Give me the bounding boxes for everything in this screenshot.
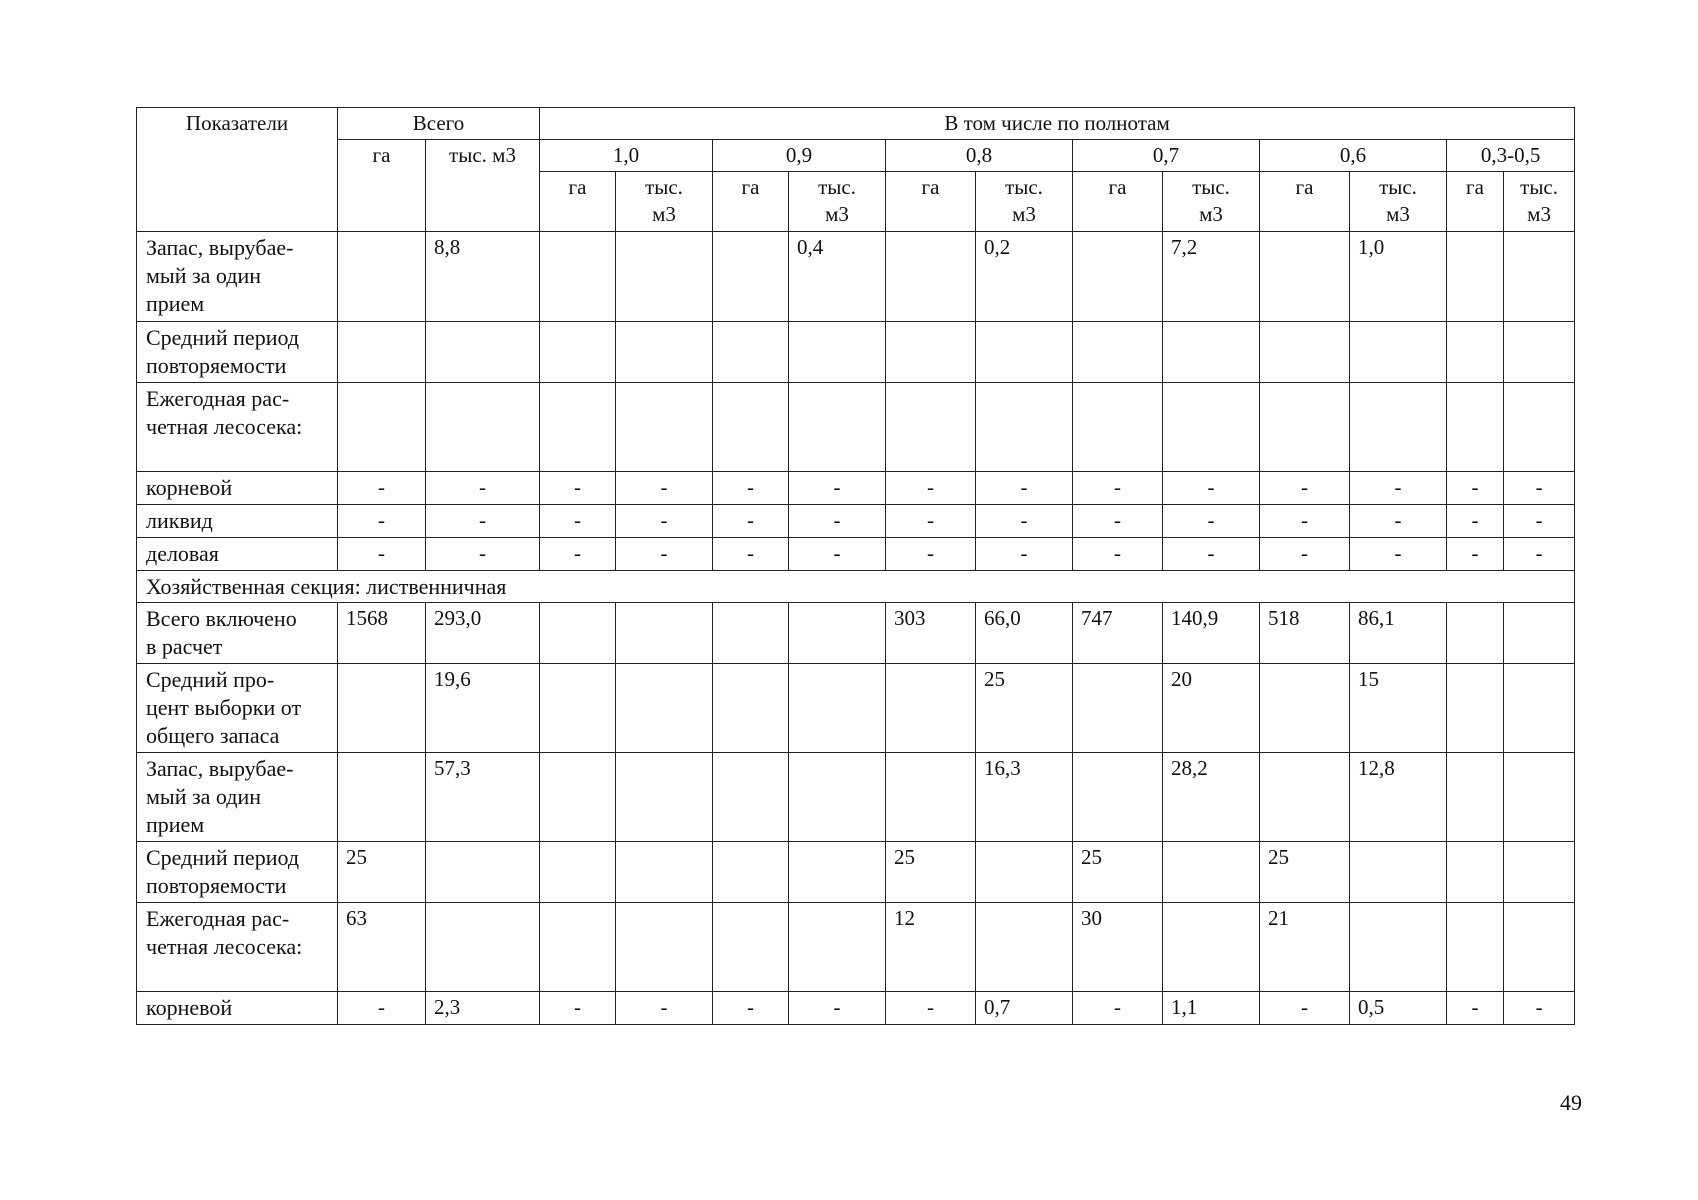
table-cell bbox=[1504, 664, 1575, 753]
table-cell bbox=[616, 903, 713, 992]
table-cell bbox=[616, 664, 713, 753]
table-cell bbox=[976, 322, 1073, 383]
table-cell bbox=[1447, 903, 1504, 992]
table-cell: - bbox=[976, 505, 1073, 538]
table-cell: - bbox=[426, 538, 540, 571]
table-cell bbox=[540, 322, 616, 383]
table-cell: - bbox=[1163, 505, 1260, 538]
table-cell bbox=[1163, 383, 1260, 472]
table-cell bbox=[789, 664, 886, 753]
table-cell: 25 bbox=[1073, 842, 1163, 903]
table-cell bbox=[540, 232, 616, 322]
table-cell bbox=[713, 383, 789, 472]
table-cell bbox=[1447, 664, 1504, 753]
table-cell bbox=[713, 903, 789, 992]
table-cell: - bbox=[789, 505, 886, 538]
table-row bbox=[137, 505, 1575, 538]
row-label: корневой bbox=[137, 472, 338, 505]
table-cell bbox=[338, 232, 426, 322]
table-cell bbox=[616, 322, 713, 383]
table-row bbox=[137, 603, 1575, 664]
table-cell bbox=[976, 903, 1073, 992]
table-cell: - bbox=[616, 472, 713, 505]
table-cell: - bbox=[1260, 472, 1350, 505]
table-cell: 16,3 bbox=[976, 753, 1073, 842]
table-cell bbox=[616, 383, 713, 472]
table-cell bbox=[540, 603, 616, 664]
table-cell: 140,9 bbox=[1163, 603, 1260, 664]
header-volume: тыс. м3 bbox=[1163, 172, 1260, 232]
table-cell: 19,6 bbox=[426, 664, 540, 753]
table-cell bbox=[1504, 603, 1575, 664]
table-cell: - bbox=[1504, 472, 1575, 505]
row-label: Ежегодная рас- четная лесосека: bbox=[137, 383, 338, 472]
table-cell bbox=[886, 232, 976, 322]
table-cell: - bbox=[540, 992, 616, 1025]
table-cell bbox=[616, 842, 713, 903]
row-label: деловая bbox=[137, 538, 338, 571]
header-volume: тыс. м3 bbox=[1504, 172, 1575, 232]
table-cell: - bbox=[1350, 538, 1447, 571]
table-cell bbox=[1073, 753, 1163, 842]
table-cell bbox=[1260, 232, 1350, 322]
table-cell: 25 bbox=[976, 664, 1073, 753]
table-cell: - bbox=[1260, 505, 1350, 538]
table-cell bbox=[426, 383, 540, 472]
header-total-volume: тыс. м3 bbox=[426, 140, 540, 232]
table-row bbox=[137, 903, 1575, 992]
table-cell: - bbox=[1260, 538, 1350, 571]
table-cell bbox=[976, 383, 1073, 472]
forest-calc-table bbox=[136, 107, 1575, 1025]
table-cell bbox=[1260, 753, 1350, 842]
table-cell bbox=[540, 753, 616, 842]
table-cell bbox=[1260, 322, 1350, 383]
table-cell: 1,0 bbox=[1350, 232, 1447, 322]
header-volume: тыс. м3 bbox=[789, 172, 886, 232]
table-cell: 0,4 bbox=[789, 232, 886, 322]
table-cell: 66,0 bbox=[976, 603, 1073, 664]
header-density-0-8: 0,8 bbox=[886, 140, 1073, 172]
table-cell bbox=[1447, 603, 1504, 664]
table-cell: - bbox=[1504, 505, 1575, 538]
table-cell: 2,3 bbox=[426, 992, 540, 1025]
table-cell: - bbox=[616, 538, 713, 571]
table-cell: 0,7 bbox=[976, 992, 1073, 1025]
table-cell: - bbox=[976, 538, 1073, 571]
table-cell: - bbox=[616, 992, 713, 1025]
table-cell: - bbox=[616, 505, 713, 538]
row-label: Ежегодная рас- четная лесосека: bbox=[137, 903, 338, 992]
table-cell: 12,8 bbox=[1350, 753, 1447, 842]
table-cell bbox=[713, 664, 789, 753]
table-cell bbox=[1350, 383, 1447, 472]
table-cell bbox=[540, 903, 616, 992]
table-cell: 12 bbox=[886, 903, 976, 992]
header-density-0-9: 0,9 bbox=[713, 140, 886, 172]
table-cell: - bbox=[1447, 538, 1504, 571]
table-cell: - bbox=[713, 505, 789, 538]
header-total: Всего bbox=[338, 108, 540, 140]
table-cell: - bbox=[1447, 472, 1504, 505]
table-cell bbox=[976, 842, 1073, 903]
header-density-1-0: 1,0 bbox=[540, 140, 713, 172]
header-ha: га bbox=[1073, 172, 1163, 232]
table-cell: - bbox=[1163, 538, 1260, 571]
table-row bbox=[137, 992, 1575, 1025]
row-label: Средний про- цент выборки от общего запаса bbox=[137, 664, 338, 753]
table-cell: - bbox=[976, 472, 1073, 505]
table-cell: - bbox=[789, 472, 886, 505]
header-indicators: Показатели bbox=[137, 108, 338, 232]
table-cell: 303 bbox=[886, 603, 976, 664]
table-cell: 25 bbox=[886, 842, 976, 903]
table-cell: 15 bbox=[1350, 664, 1447, 753]
row-label: Запас, вырубае- мый за один прием bbox=[137, 232, 338, 322]
table-cell bbox=[1163, 903, 1260, 992]
table-cell bbox=[540, 664, 616, 753]
table-cell: - bbox=[713, 472, 789, 505]
table-cell bbox=[540, 383, 616, 472]
section-row bbox=[137, 571, 1575, 603]
table-row bbox=[137, 383, 1575, 472]
table-cell bbox=[338, 383, 426, 472]
table-cell bbox=[1163, 842, 1260, 903]
table-cell: 28,2 bbox=[1163, 753, 1260, 842]
table-cell bbox=[1504, 753, 1575, 842]
table-cell: 57,3 bbox=[426, 753, 540, 842]
table-cell bbox=[1260, 383, 1350, 472]
table-cell: - bbox=[1163, 472, 1260, 505]
table-cell: - bbox=[886, 992, 976, 1025]
table-cell: - bbox=[713, 992, 789, 1025]
table-cell: - bbox=[789, 992, 886, 1025]
header-volume: тыс. м3 bbox=[1350, 172, 1447, 232]
table-row bbox=[137, 472, 1575, 505]
row-label: Запас, вырубае- мый за один прием bbox=[137, 753, 338, 842]
table-cell bbox=[426, 903, 540, 992]
table-cell bbox=[426, 842, 540, 903]
table-cell: - bbox=[886, 538, 976, 571]
header-ha: га bbox=[886, 172, 976, 232]
table-cell bbox=[616, 603, 713, 664]
header-ha: га bbox=[1447, 172, 1504, 232]
table-cell: - bbox=[540, 472, 616, 505]
header-row-1 bbox=[137, 108, 1575, 140]
table-cell bbox=[886, 664, 976, 753]
table-cell: 747 bbox=[1073, 603, 1163, 664]
table-cell: 7,2 bbox=[1163, 232, 1260, 322]
table-cell bbox=[1073, 322, 1163, 383]
table-cell bbox=[789, 603, 886, 664]
header-ha: га bbox=[713, 172, 789, 232]
row-label: Всего включено в расчет bbox=[137, 603, 338, 664]
table-cell bbox=[886, 383, 976, 472]
table-cell: 25 bbox=[338, 842, 426, 903]
table-cell bbox=[1504, 232, 1575, 322]
table-cell bbox=[789, 383, 886, 472]
header-density-0-6: 0,6 bbox=[1260, 140, 1447, 172]
table-cell bbox=[1350, 903, 1447, 992]
table-cell: - bbox=[886, 472, 976, 505]
table-cell: 518 bbox=[1260, 603, 1350, 664]
table-cell: - bbox=[789, 538, 886, 571]
table-cell bbox=[789, 753, 886, 842]
row-label: Средний период повторяемости bbox=[137, 322, 338, 383]
header-volume: тыс. м3 bbox=[616, 172, 713, 232]
table-cell: 20 bbox=[1163, 664, 1260, 753]
header-ha: га bbox=[540, 172, 616, 232]
table-cell: 8,8 bbox=[426, 232, 540, 322]
table-cell: - bbox=[540, 505, 616, 538]
table-cell bbox=[886, 753, 976, 842]
header-total-ha: га bbox=[338, 140, 426, 232]
table-cell: - bbox=[338, 992, 426, 1025]
table-cell bbox=[1073, 664, 1163, 753]
header-by-density: В том числе по полнотам bbox=[540, 108, 1575, 140]
table-cell: 86,1 bbox=[1350, 603, 1447, 664]
table-cell bbox=[1504, 383, 1575, 472]
table-cell bbox=[338, 753, 426, 842]
table-cell bbox=[713, 842, 789, 903]
table-cell: 25 bbox=[1260, 842, 1350, 903]
table-cell: - bbox=[338, 472, 426, 505]
header-density-0-3-0-5: 0,3-0,5 bbox=[1447, 140, 1575, 172]
table-cell bbox=[713, 232, 789, 322]
table-cell: - bbox=[713, 538, 789, 571]
table-cell bbox=[1504, 322, 1575, 383]
table-cell bbox=[713, 322, 789, 383]
table-cell bbox=[1350, 842, 1447, 903]
table-cell: 293,0 bbox=[426, 603, 540, 664]
table-row bbox=[137, 538, 1575, 571]
row-label: корневой bbox=[137, 992, 338, 1025]
table-cell: 63 bbox=[338, 903, 426, 992]
table-cell: - bbox=[1260, 992, 1350, 1025]
table-cell: - bbox=[1504, 992, 1575, 1025]
table-row bbox=[137, 232, 1575, 322]
table-row bbox=[137, 322, 1575, 383]
table-cell bbox=[1447, 753, 1504, 842]
table-cell bbox=[338, 322, 426, 383]
table-row bbox=[137, 753, 1575, 842]
table-cell bbox=[789, 842, 886, 903]
table-cell: - bbox=[1073, 538, 1163, 571]
table-cell bbox=[1447, 232, 1504, 322]
table-cell: 30 bbox=[1073, 903, 1163, 992]
row-label: Средний период повторяемости bbox=[137, 842, 338, 903]
row-label: ликвид bbox=[137, 505, 338, 538]
table-cell bbox=[616, 753, 713, 842]
table-cell: 0,2 bbox=[976, 232, 1073, 322]
table-cell: - bbox=[338, 538, 426, 571]
table-cell bbox=[338, 664, 426, 753]
table-cell bbox=[1073, 383, 1163, 472]
table-cell bbox=[789, 322, 886, 383]
table-cell: - bbox=[1073, 505, 1163, 538]
table-cell: - bbox=[426, 505, 540, 538]
table-cell: - bbox=[540, 538, 616, 571]
table-cell bbox=[1163, 322, 1260, 383]
table-cell: 0,5 bbox=[1350, 992, 1447, 1025]
table-cell: 1568 bbox=[338, 603, 426, 664]
table-cell: - bbox=[1073, 472, 1163, 505]
table-cell: 21 bbox=[1260, 903, 1350, 992]
table-cell: - bbox=[426, 472, 540, 505]
table-cell bbox=[1350, 322, 1447, 383]
table-cell bbox=[713, 753, 789, 842]
table-cell bbox=[1073, 232, 1163, 322]
header-density-0-7: 0,7 bbox=[1073, 140, 1260, 172]
table-cell bbox=[1260, 664, 1350, 753]
table-cell: - bbox=[1073, 992, 1163, 1025]
table-cell: - bbox=[1447, 505, 1504, 538]
table-cell bbox=[616, 232, 713, 322]
table-cell bbox=[713, 603, 789, 664]
table-row bbox=[137, 842, 1575, 903]
table-cell: - bbox=[1350, 505, 1447, 538]
header-ha: га bbox=[1260, 172, 1350, 232]
header-volume: тыс. м3 bbox=[976, 172, 1073, 232]
table-cell bbox=[1504, 842, 1575, 903]
table-cell bbox=[1447, 322, 1504, 383]
table-cell: - bbox=[886, 505, 976, 538]
table-cell: - bbox=[1350, 472, 1447, 505]
section-title: Хозяйственная секция: лиственничная bbox=[137, 571, 1575, 603]
header-row-2 bbox=[137, 140, 1575, 172]
table-cell: - bbox=[1504, 538, 1575, 571]
table-cell bbox=[1447, 383, 1504, 472]
table-cell bbox=[1504, 903, 1575, 992]
table-cell bbox=[1447, 842, 1504, 903]
table-row bbox=[137, 664, 1575, 753]
page-number: 49 bbox=[1560, 1090, 1582, 1115]
table-cell: 1,1 bbox=[1163, 992, 1260, 1025]
table-cell: - bbox=[1447, 992, 1504, 1025]
table-cell bbox=[886, 322, 976, 383]
table-cell: - bbox=[338, 505, 426, 538]
table-cell bbox=[789, 903, 886, 992]
table-cell bbox=[426, 322, 540, 383]
table-cell bbox=[540, 842, 616, 903]
